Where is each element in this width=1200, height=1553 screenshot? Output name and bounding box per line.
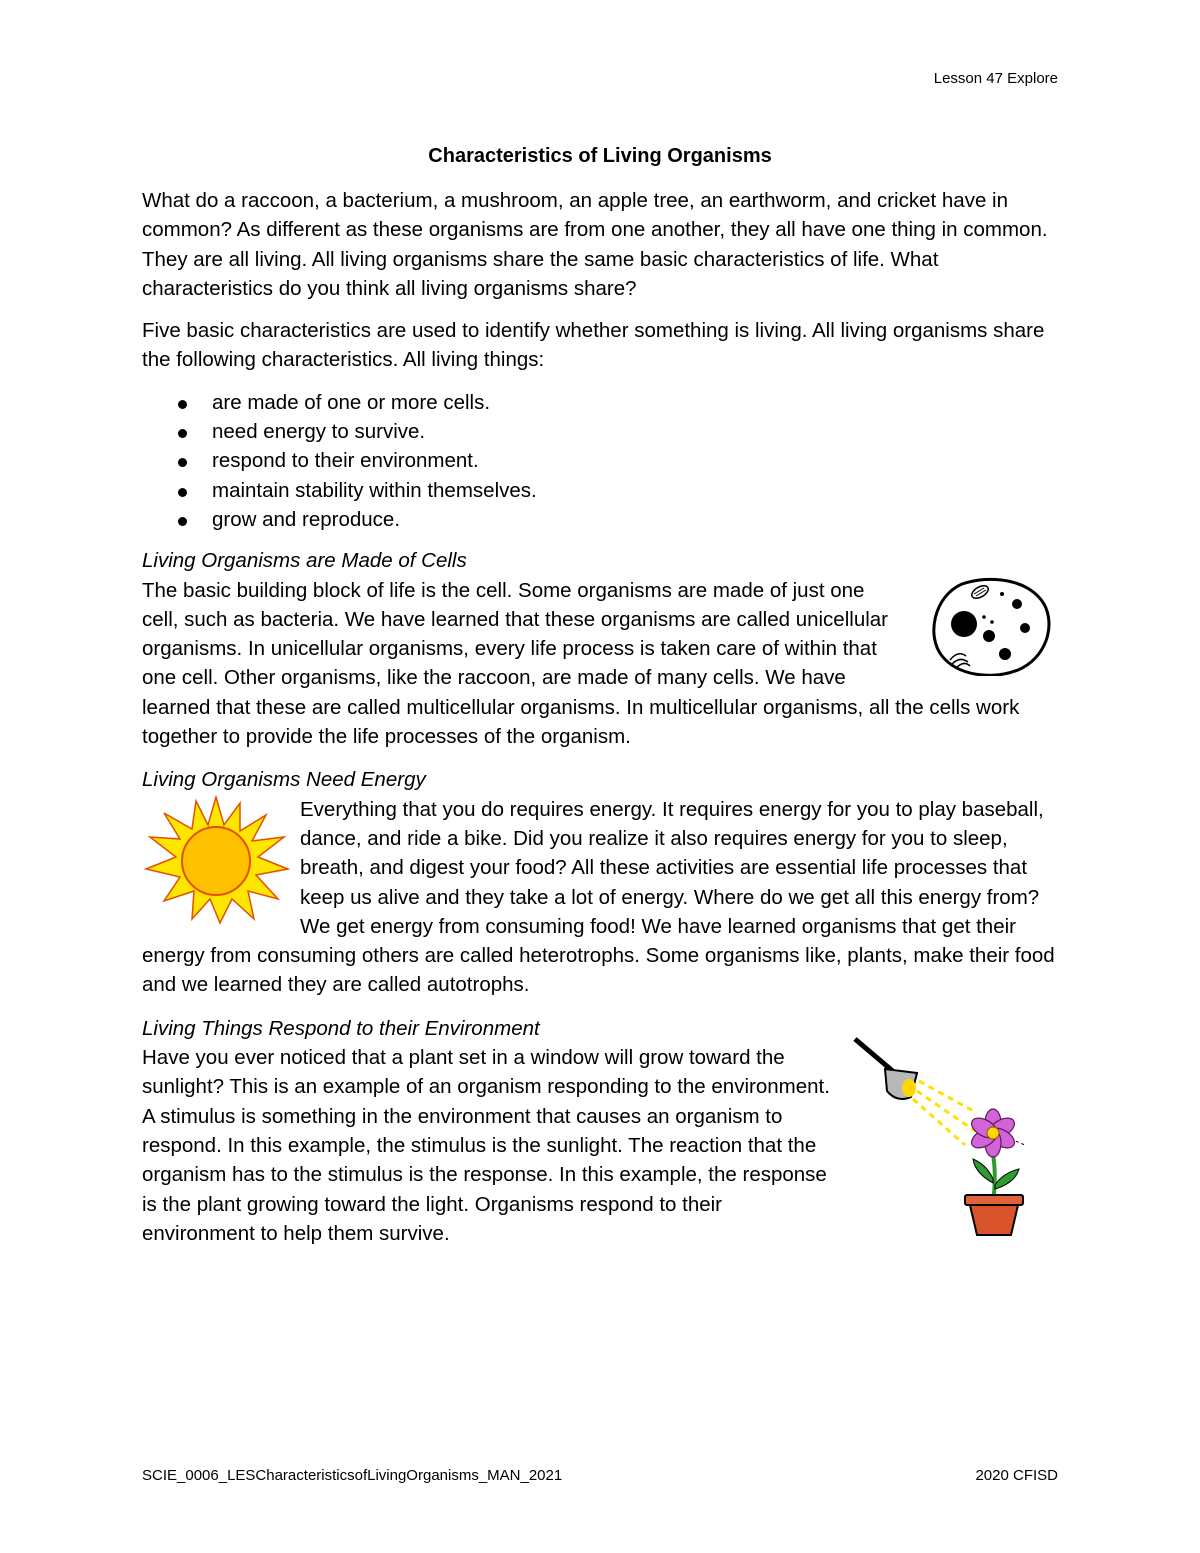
list-item: maintain stability within themselves. [142, 476, 1057, 505]
cells-section [142, 546, 1057, 751]
cells-text: The basic building block of life is the cell. Some organisms are made of just one cell, such as bacteria. We have learned that these organisms are called unicellular organisms. In unicellular organisms, every life process is taken care of within that one cell. Other organisms, like the raccoon, are made of many cells. We have learned that these are called multicellular organisms. In multicellular organisms, all the cells work together to provide the life processes of the organism. [142, 578, 1020, 749]
energy-text: Everything that you do requires energy. It requires energy for you to play baseball, dance, and ride a bike. Did you realize it also requires energy for you to sleep, breath, and digest your food? All these activities are essential life processes that keep us alive and they take a lot of energy. Where do we get all this energy from? We get energy from consuming food! We have learned organisms that get their energy from consuming others are called heterotrophs. Some organisms like, plants, make their food and we learned they are called autotrophs. [142, 797, 1055, 997]
list-item: respond to their environment. [142, 446, 1057, 475]
bullet-icon [178, 517, 187, 526]
list-item: are made of one or more cells. [142, 388, 1057, 417]
sun-icon [142, 795, 290, 925]
energy-section [142, 765, 1057, 999]
cell-icon [922, 576, 1057, 676]
sun-disc [182, 827, 250, 895]
page-title: Characteristics of Living Organisms [428, 145, 772, 167]
bullet-icon [178, 400, 187, 409]
characteristics-list [142, 388, 1057, 534]
list-item: need energy to survive. [142, 417, 1057, 446]
environment-section [142, 1014, 1057, 1248]
energy-heading: Living Organisms Need Energy [142, 768, 426, 792]
plant-lamp-icon [847, 1033, 1057, 1238]
bullet-icon [178, 488, 187, 497]
environment-heading: Living Things Respond to their Environment [142, 1016, 540, 1040]
environment-text: Have you ever noticed that a plant set in a window will grow toward the sunlight? This is an example of an organism responding to the environment. A stimulus is something in the environment that causes an organism to respond. In this example, the stimulus is the sunlight. The reaction that the organism has to the stimulus is the response. In this example, the response is the plant growing toward the light. Organisms respond to their environment to help them survive. [142, 1046, 830, 1245]
document-code: SCIE_0006_LESCharacteristicsofLivingOrganisms_MAN_2021 [142, 1467, 563, 1484]
document-body [142, 186, 1057, 1262]
bullet-icon [178, 458, 187, 467]
bullet-icon [178, 429, 187, 438]
intro-paragraph-2: Five basic characteristics are used to identify whether something is living. All living organisms share the following characteristics. All living things: [142, 319, 1045, 372]
intro-paragraph-1: What do a raccoon, a bacterium, a mushroom, an apple tree, an earthworm, and cricket have in common? As different as these organisms are from one another, they all have one thing in common. They are all living. All living organisms share the same basic characteristics of life. What characteristics do you think all living organisms share? [142, 189, 1048, 300]
copyright: 2020 CFISD [975, 1467, 1058, 1484]
cells-heading: Living Organisms are Made of Cells [142, 549, 467, 573]
lesson-header: Lesson 47 Explore [933, 70, 1058, 87]
list-item: grow and reproduce. [142, 505, 1057, 534]
